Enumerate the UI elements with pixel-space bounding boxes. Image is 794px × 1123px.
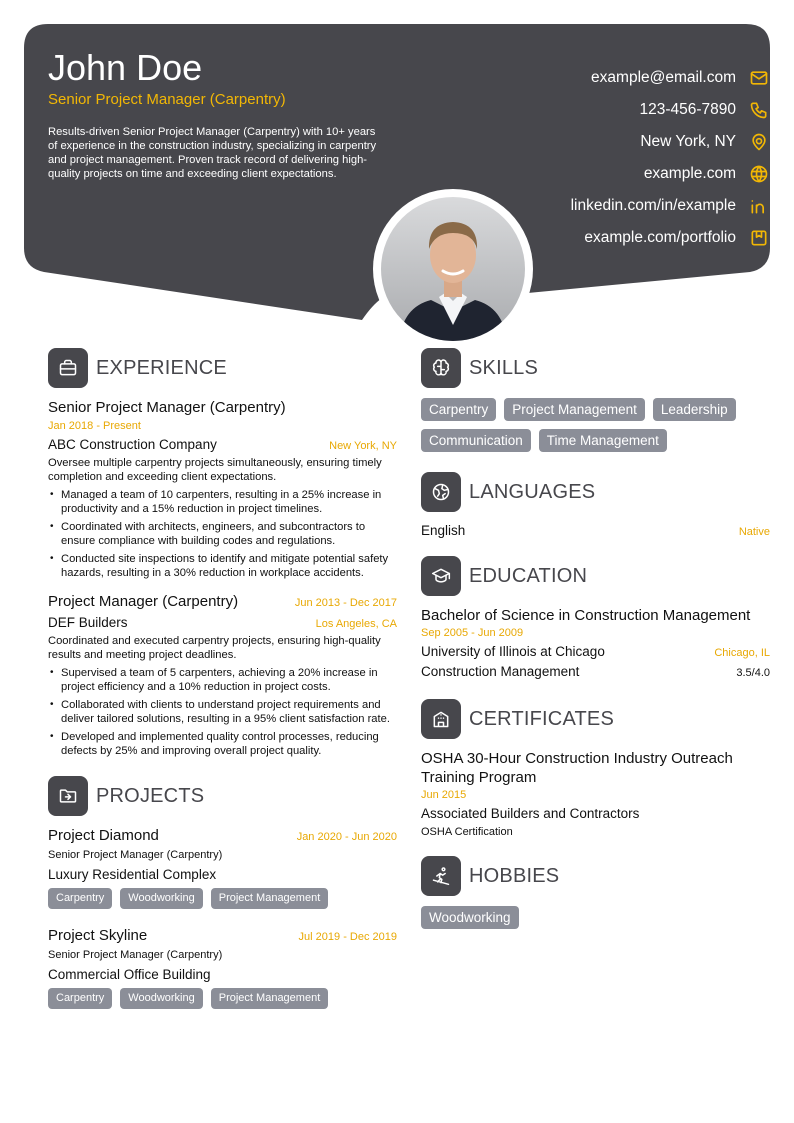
- education-title: EDUCATION: [469, 564, 588, 587]
- language-entry: [421, 522, 770, 540]
- job-bullets: [48, 488, 397, 580]
- hobby-tag: Woodworking: [421, 906, 519, 929]
- project-tag: Woodworking: [120, 988, 202, 1009]
- projects-heading: [48, 776, 397, 816]
- globe-icon: [748, 163, 770, 185]
- language-name: English: [421, 523, 466, 538]
- hobbies-heading: [421, 856, 770, 896]
- project-tags: [48, 988, 397, 1009]
- certificates-heading: [421, 699, 770, 739]
- skill-tag: Time Management: [539, 429, 667, 452]
- skill-tag: Project Management: [504, 398, 645, 421]
- project-dates: Jul 2019 - Dec 2019: [298, 931, 397, 943]
- project-dates: Jan 2020 - Jun 2020: [296, 831, 397, 843]
- project-tag: Woodworking: [120, 888, 202, 909]
- certificate-name: OSHA 30-Hour Construction Industry Outreach Training Program: [421, 750, 733, 786]
- building-icon: [421, 699, 461, 739]
- job-description: Oversee multiple carpentry projects simultaneously, ensuring timely completion and exceeding client expectations.: [48, 457, 382, 483]
- language-level: Native: [738, 526, 770, 538]
- project-tag: Project Management: [211, 888, 329, 909]
- skills-heading: [421, 348, 770, 388]
- contact-linkedin-text[interactable]: linkedin.com/in/example: [570, 197, 736, 214]
- job-bullet: • Collaborated with clients to understand project requirements and deliver tailored solutions, resulting in a 95% client satisfaction rate.: [48, 698, 397, 726]
- candidate-name: John Doe: [48, 47, 203, 88]
- contact-portfolio-text[interactable]: example.com/portfolio: [584, 229, 736, 246]
- skills-title: SKILLS: [469, 356, 539, 379]
- project-name: Project Diamond: [48, 827, 159, 844]
- education-heading: [421, 556, 770, 596]
- project-tag: Carpentry: [48, 888, 112, 909]
- left-column: [48, 348, 397, 1009]
- job-bullets: [48, 666, 397, 758]
- right-column: [421, 348, 770, 929]
- contact-website[interactable]: [450, 158, 770, 190]
- company-name: ABC Construction Company: [48, 437, 217, 452]
- project-tag: Carpentry: [48, 988, 112, 1009]
- certificate-type: OSHA Certification: [421, 826, 513, 838]
- projects-title: PROJECTS: [96, 784, 205, 807]
- experience-heading: [48, 348, 397, 388]
- mail-icon: [748, 67, 770, 89]
- project-tags: [48, 888, 397, 909]
- contact-location: [450, 126, 770, 158]
- languages-heading: [421, 472, 770, 512]
- school-location: Chicago, IL: [714, 647, 770, 659]
- degree: Bachelor of Science in Construction Management: [421, 607, 751, 624]
- skill-tag: Leadership: [653, 398, 736, 421]
- candidate-title: Senior Project Manager (Carpentry): [48, 91, 286, 108]
- project-name: Project Skyline: [48, 927, 148, 944]
- profile-photo: [381, 197, 525, 341]
- job-title: Senior Project Manager (Carpentry): [48, 399, 286, 416]
- project-entry: [48, 926, 397, 1009]
- profile-summary: Results-driven Senior Project Manager (Carpentry) with 10+ years of experience in the construction industry, specializing in carpentry and project management. Proven track record of delivering high-quality projects on time and exceeding client expectations.: [48, 126, 377, 180]
- contact-location-text: New York, NY: [640, 133, 736, 150]
- certificates-title: CERTIFICATES: [469, 707, 615, 730]
- contact-email-text[interactable]: example@email.com: [591, 69, 736, 86]
- skill-tags: [421, 398, 770, 452]
- job-location: Los Angeles, CA: [315, 618, 397, 630]
- certificate-date: Jun 2015: [421, 789, 467, 801]
- job-dates: Jun 2013 - Dec 2017: [294, 597, 397, 609]
- skiing-icon: [421, 856, 461, 896]
- field-of-study: Construction Management: [421, 664, 580, 679]
- folder-icon: [48, 776, 88, 816]
- graduation-cap-icon: [421, 556, 461, 596]
- school-name: University of Illinois at Chicago: [421, 644, 605, 659]
- job-dates: Jan 2018 - Present: [48, 420, 141, 432]
- job-bullet: • Managed a team of 10 carpenters, resulting in a 25% increase in productivity and a 15% reduction in project timelines.: [48, 488, 397, 516]
- job-title: Project Manager (Carpentry): [48, 593, 239, 610]
- job-location: New York, NY: [329, 440, 397, 452]
- contact-phone[interactable]: [450, 94, 770, 126]
- skill-tag: Communication: [421, 429, 531, 452]
- experience-entry: [48, 398, 397, 580]
- education-entry: [421, 606, 770, 681]
- contact-phone-text[interactable]: 123-456-7890: [639, 101, 736, 118]
- languages-title: LANGUAGES: [469, 480, 596, 503]
- job-bullet: • Developed and implemented quality control processes, reducing defects by 25% and improving overall project quality.: [48, 730, 397, 758]
- experience-title: EXPERIENCE: [96, 356, 227, 379]
- certificate-entry: [421, 749, 770, 840]
- education-dates: Sep 2005 - Jun 2009: [421, 627, 524, 639]
- project-entry: [48, 826, 397, 909]
- job-bullet: • Conducted site inspections to identify and mitigate potential safety hazards, resulting in a 30% reduction in workplace accidents.: [48, 552, 397, 580]
- gpa: 3.5/4.0: [736, 667, 770, 679]
- hobby-tags: [421, 906, 770, 929]
- brain-icon: [421, 348, 461, 388]
- contact-website-text[interactable]: example.com: [643, 165, 736, 182]
- project-role: Senior Project Manager (Carpentry): [48, 849, 223, 861]
- hobbies-title: HOBBIES: [469, 864, 560, 887]
- certificate-issuer: Associated Builders and Contractors: [421, 806, 640, 821]
- project-type: Luxury Residential Complex: [48, 867, 217, 882]
- contact-email[interactable]: [450, 62, 770, 94]
- project-type: Commercial Office Building: [48, 967, 211, 982]
- language-icon: [421, 472, 461, 512]
- experience-entry: [48, 592, 397, 758]
- bookmark-icon: [748, 227, 770, 249]
- linkedin-icon: [748, 195, 770, 217]
- briefcase-icon: [48, 348, 88, 388]
- job-bullet: • Coordinated with architects, engineers, and subcontractors to ensure compliance with building codes and regulations.: [48, 520, 397, 548]
- project-role: Senior Project Manager (Carpentry): [48, 949, 223, 961]
- project-tag: Project Management: [211, 988, 329, 1009]
- location-pin-icon: [748, 131, 770, 153]
- phone-icon: [748, 99, 770, 121]
- job-description: Coordinated and executed carpentry projects, ensuring high-quality results and meeting project deadlines.: [48, 635, 381, 661]
- company-name: DEF Builders: [48, 615, 128, 630]
- skill-tag: Carpentry: [421, 398, 496, 421]
- job-bullet: • Supervised a team of 5 carpenters, achieving a 20% increase in project efficiency and a 10% reduction in project costs.: [48, 666, 397, 694]
